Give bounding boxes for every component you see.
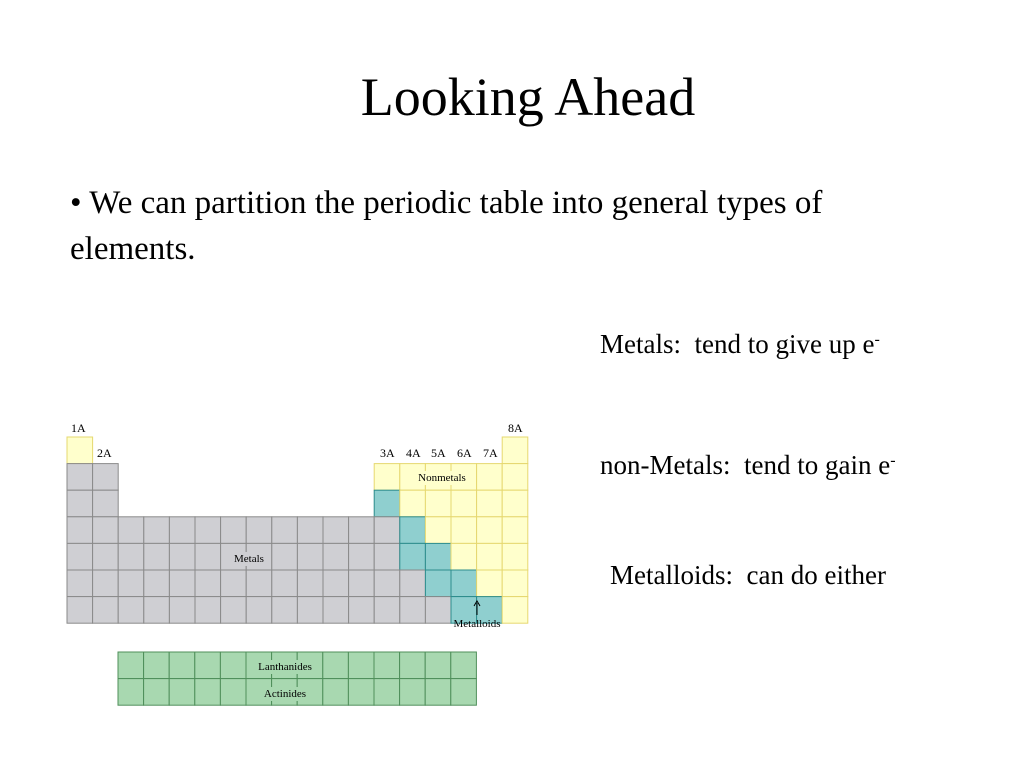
metal-cell xyxy=(400,570,426,597)
metal-cell xyxy=(67,517,93,544)
metalloid-cell xyxy=(425,543,451,570)
metals-note-label: Metals: xyxy=(600,329,681,359)
lanthanide-cell xyxy=(169,652,195,679)
metal-cell xyxy=(144,543,170,570)
metal-cell xyxy=(272,597,298,624)
nonmetal-cell xyxy=(67,437,93,464)
metalloid-cell xyxy=(451,570,477,597)
metalloids-note-text: can do either xyxy=(746,560,886,590)
nonmetals-note-sup: - xyxy=(890,452,896,469)
group-label-4a: 4A xyxy=(406,446,421,460)
metal-cell xyxy=(67,490,93,517)
metal-cell xyxy=(169,570,195,597)
lanthanide-cell xyxy=(195,652,221,679)
metalloid-cell xyxy=(425,570,451,597)
metal-cell xyxy=(195,517,221,544)
group-label-7a: 7A xyxy=(483,446,498,460)
metal-cell xyxy=(374,517,400,544)
slide-title: Looking Ahead xyxy=(360,67,696,127)
actinide-cell xyxy=(118,679,144,706)
nonmetal-cell xyxy=(451,517,477,544)
metalloid-cell xyxy=(374,490,400,517)
metal-cell xyxy=(169,517,195,544)
metal-cell xyxy=(297,597,323,624)
nonmetal-cell xyxy=(477,543,503,570)
actinide-cell xyxy=(195,679,221,706)
nonmetal-cell xyxy=(477,490,503,517)
metal-cell xyxy=(118,597,144,624)
metal-cell xyxy=(246,517,272,544)
metal-cell xyxy=(195,597,221,624)
periodic-table-cells xyxy=(67,437,528,623)
group-label-3a: 3A xyxy=(380,446,395,460)
actinide-cell xyxy=(348,679,374,706)
nonmetal-cell xyxy=(477,464,503,491)
actinide-cell xyxy=(323,679,349,706)
nonmetals-note-label: non-Metals: xyxy=(600,450,731,480)
group-label-1a: 1A xyxy=(71,421,86,435)
group-label-6a: 6A xyxy=(457,446,472,460)
metals-note-sup: - xyxy=(874,331,880,348)
actinide-cell xyxy=(425,679,451,706)
metal-cell xyxy=(67,570,93,597)
lanthanide-cell xyxy=(144,652,170,679)
metals-note-text: tend to give up e xyxy=(694,329,875,359)
nonmetal-cell xyxy=(374,464,400,491)
metal-cell xyxy=(246,597,272,624)
metal-cell xyxy=(144,517,170,544)
metal-cell xyxy=(67,543,93,570)
metal-cell xyxy=(323,570,349,597)
metal-cell xyxy=(297,570,323,597)
metal-cell xyxy=(349,517,375,544)
metal-cell xyxy=(67,597,93,624)
actinide-cell xyxy=(169,679,195,706)
nonmetal-cell xyxy=(502,543,528,570)
metal-cell xyxy=(93,543,119,570)
lanthanide-cell xyxy=(451,652,477,679)
metal-cell xyxy=(400,597,426,624)
metal-cell xyxy=(118,543,144,570)
nonmetal-cell xyxy=(502,437,528,464)
metal-cell xyxy=(195,543,221,570)
metal-cell xyxy=(323,543,349,570)
nonmetal-cell xyxy=(502,464,528,491)
metal-cell xyxy=(93,597,119,624)
metal-cell xyxy=(93,464,119,491)
metal-cell xyxy=(221,597,247,624)
metal-cell xyxy=(144,597,170,624)
metalloid-cell xyxy=(400,517,426,544)
metal-cell xyxy=(93,517,119,544)
metal-cell xyxy=(349,597,375,624)
metal-cell xyxy=(169,597,195,624)
metal-cell xyxy=(272,543,298,570)
lanthanide-cell xyxy=(220,652,246,679)
metal-cell xyxy=(297,517,323,544)
nonmetal-cell xyxy=(502,597,528,624)
lanthanide-cell xyxy=(348,652,374,679)
actinide-cell xyxy=(144,679,170,706)
metal-cell xyxy=(374,543,400,570)
nonmetal-cell xyxy=(400,490,426,517)
metal-cell xyxy=(323,597,349,624)
metal-cell xyxy=(118,570,144,597)
metal-cell xyxy=(272,517,298,544)
metal-cell xyxy=(349,543,375,570)
actinides-region-label: Actinides xyxy=(263,688,307,700)
metal-cell xyxy=(67,464,93,491)
metalloid-cell xyxy=(400,543,426,570)
metal-cell xyxy=(246,570,272,597)
nonmetals-note-text: tend to gain e xyxy=(743,450,891,480)
metal-cell xyxy=(323,517,349,544)
nonmetal-cell xyxy=(502,517,528,544)
metals-region-label: Metals xyxy=(234,553,264,565)
nonmetal-cell xyxy=(425,517,451,544)
actinide-cell xyxy=(451,679,477,706)
lanthanide-cell xyxy=(374,652,400,679)
metal-cell xyxy=(169,543,195,570)
lanthanide-cell xyxy=(425,652,451,679)
nonmetal-cell xyxy=(451,543,477,570)
metal-cell xyxy=(374,597,400,624)
metal-cell xyxy=(349,570,375,597)
nonmetal-cell xyxy=(477,570,503,597)
lanthanide-cell xyxy=(118,652,144,679)
metal-cell xyxy=(374,570,400,597)
group-label-5a: 5A xyxy=(431,446,446,460)
bullet-marker: • xyxy=(70,185,82,221)
nonmetal-cell xyxy=(502,490,528,517)
actinide-cell xyxy=(374,679,400,706)
nonmetal-cell xyxy=(477,517,503,544)
group-label-2a: 2A xyxy=(97,446,112,460)
lanthanides-region-label: Lanthanides xyxy=(258,661,312,673)
metalloids-region-label: Metalloids xyxy=(453,618,501,630)
bullet-text: We can partition the periodic table into general types of elements. xyxy=(70,185,823,267)
metal-cell xyxy=(118,517,144,544)
metalloids-note-label: Metalloids: xyxy=(610,560,733,590)
nonmetal-cell xyxy=(451,490,477,517)
metal-cell xyxy=(272,570,298,597)
metal-cell xyxy=(93,570,119,597)
nonmetal-cell xyxy=(425,490,451,517)
lanthanide-cell xyxy=(323,652,349,679)
nonmetal-cell xyxy=(502,570,528,597)
metal-cell xyxy=(144,570,170,597)
metal-cell xyxy=(297,543,323,570)
group-label-8a: 8A xyxy=(508,421,523,435)
actinide-cell xyxy=(220,679,246,706)
metal-cell xyxy=(221,570,247,597)
metal-cell xyxy=(221,517,247,544)
actinide-cell xyxy=(400,679,426,706)
metal-cell xyxy=(425,597,451,624)
nonmetals-region-label: Nonmetals xyxy=(418,472,466,484)
metal-cell xyxy=(195,570,221,597)
metal-cell xyxy=(93,490,119,517)
lanthanide-cell xyxy=(400,652,426,679)
